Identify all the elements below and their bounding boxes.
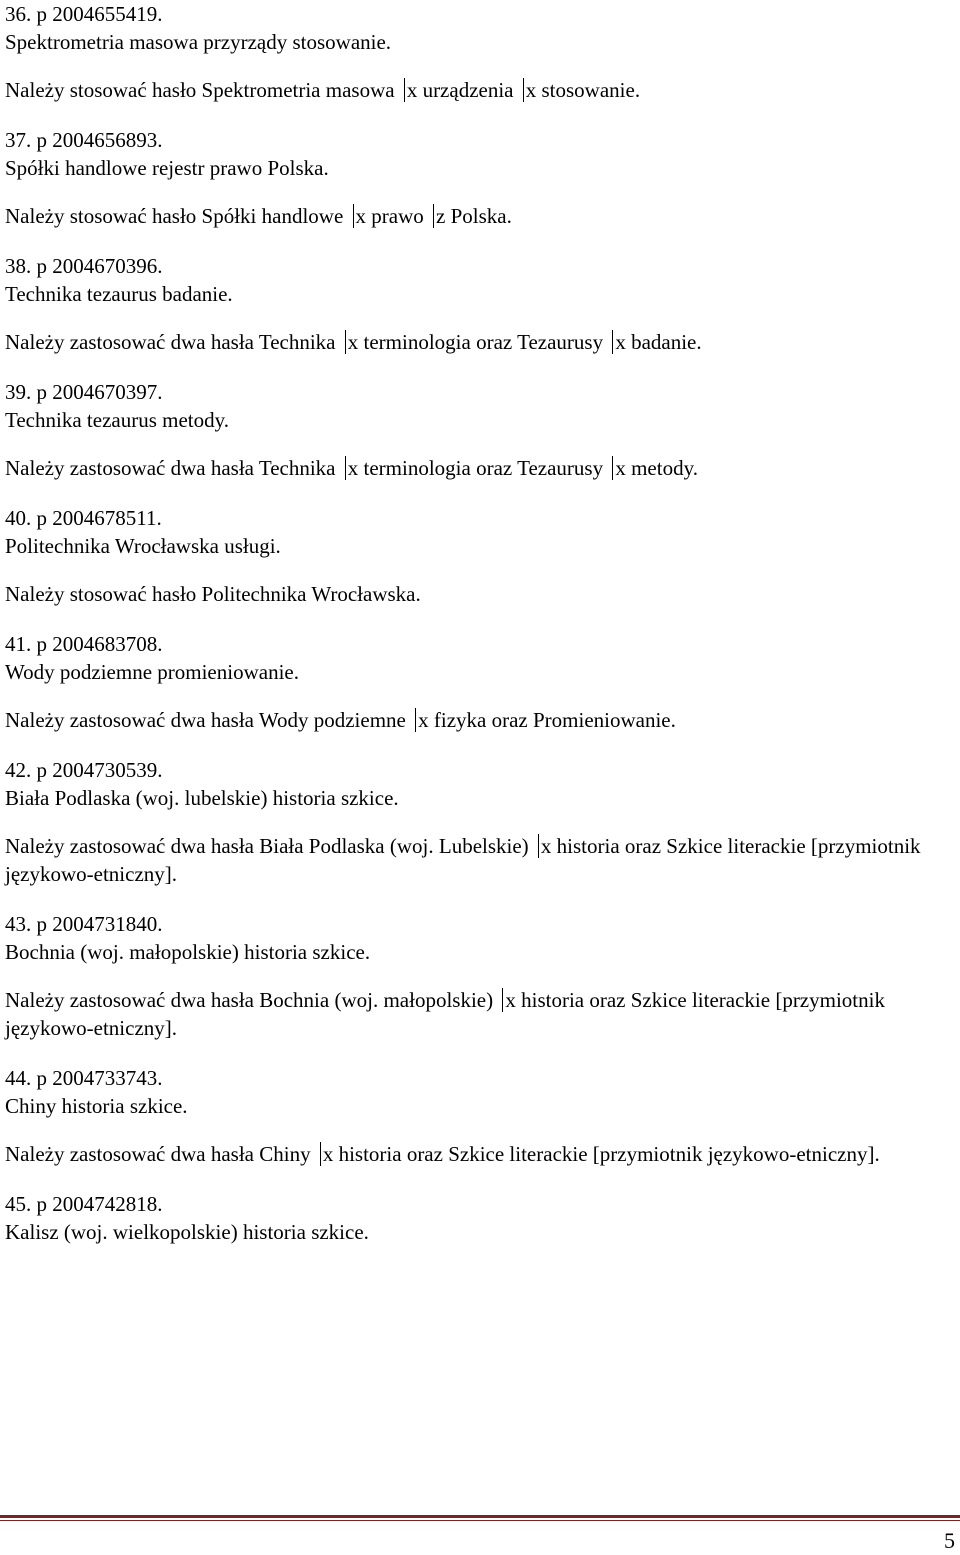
entry-note: [5, 580, 955, 608]
note-segment: x stosowanie.: [525, 78, 641, 102]
entry-number: 39. p 2004670397.: [5, 380, 163, 404]
entry-note: [5, 706, 955, 734]
entry-note: [5, 986, 955, 1042]
entry-header: [5, 1190, 955, 1246]
entry-number: 38. p 2004670396.: [5, 254, 163, 278]
entry-note: [5, 328, 955, 356]
note-segment: x urządzenia: [406, 78, 519, 102]
catalog-entry: [5, 252, 955, 356]
note-segment: Należy zastosować dwa hasła Technika: [5, 456, 341, 480]
entry-subject: Politechnika Wrocławska usługi.: [5, 534, 281, 558]
footer-rule-thick: [0, 1515, 960, 1518]
entry-number: 41. p 2004683708.: [5, 632, 163, 656]
subdivision-separator: [523, 78, 524, 102]
entry-header: [5, 378, 955, 434]
entry-subject: Kalisz (woj. wielkopolskie) historia szkice.: [5, 1220, 369, 1244]
entry-note: [5, 832, 955, 888]
note-segment: x historia oraz Szkice literackie [przymiotnik językowo-etniczny].: [5, 834, 921, 886]
entry-subject: Biała Podlaska (woj. lubelskie) historia szkice.: [5, 786, 399, 810]
subdivision-separator: [353, 204, 354, 228]
catalog-entry: [5, 378, 955, 482]
note-segment: Należy zastosować dwa hasła Biała Podlaska (woj. Lubelskie): [5, 834, 534, 858]
catalog-entry: [5, 910, 955, 1042]
entry-number: 43. p 2004731840.: [5, 912, 163, 936]
entry-subject: Technika tezaurus badanie.: [5, 282, 233, 306]
subdivision-separator: [345, 456, 346, 480]
entry-subject: Spółki handlowe rejestr prawo Polska.: [5, 156, 329, 180]
note-segment: x terminologia oraz Tezaurusy: [347, 456, 609, 480]
note-segment: Należy zastosować dwa hasła Wody podziemne: [5, 708, 412, 732]
entry-header: [5, 126, 955, 182]
note-segment: Należy zastosować dwa hasła Bochnia (woj. małopolskie): [5, 988, 499, 1012]
note-segment: Należy zastosować dwa hasła Technika: [5, 330, 341, 354]
entry-number: 40. p 2004678511.: [5, 506, 162, 530]
entry-header: [5, 756, 955, 812]
entry-subject: Wody podziemne promieniowanie.: [5, 660, 299, 684]
note-segment: z Polska.: [436, 204, 512, 228]
entry-subject: Bochnia (woj. małopolskie) historia szkice.: [5, 940, 371, 964]
note-segment: Należy stosować hasło Spektrometria masowa: [5, 78, 400, 102]
catalog-entry: [5, 1190, 955, 1246]
subdivision-separator: [404, 78, 405, 102]
note-segment: Należy zastosować dwa hasła Chiny: [5, 1142, 316, 1166]
entry-header: [5, 252, 955, 308]
note-segment: Należy stosować hasło Politechnika Wrocławska.: [5, 582, 421, 606]
note-segment: x terminologia oraz Tezaurusy: [347, 330, 609, 354]
catalog-entry: [5, 0, 955, 104]
footer-rule-thin: [0, 1520, 960, 1521]
note-segment: x historia oraz Szkice literackie [przymiotnik językowo-etniczny].: [5, 988, 885, 1040]
entry-header: [5, 0, 955, 56]
subdivision-separator: [320, 1142, 321, 1166]
subdivision-separator: [502, 988, 503, 1012]
subdivision-separator: [612, 330, 613, 354]
note-segment: x prawo: [355, 204, 430, 228]
entry-note: [5, 1140, 955, 1168]
entry-header: [5, 910, 955, 966]
catalog-entry: [5, 756, 955, 888]
entry-number: 37. p 2004656893.: [5, 128, 163, 152]
catalog-entry: [5, 630, 955, 734]
entry-subject: Chiny historia szkice.: [5, 1094, 188, 1118]
entry-header: [5, 504, 955, 560]
subdivision-separator: [345, 330, 346, 354]
entry-note: [5, 76, 955, 104]
subdivision-separator: [415, 708, 416, 732]
entry-number: 36. p 2004655419.: [5, 2, 163, 26]
note-segment: x metody.: [615, 456, 698, 480]
entry-note: [5, 202, 955, 230]
catalog-entry: [5, 126, 955, 230]
catalog-entry: [5, 504, 955, 608]
subdivision-separator: [538, 834, 539, 858]
document-body: [5, 0, 955, 1246]
entry-number: 45. p 2004742818.: [5, 1192, 163, 1216]
note-segment: Należy stosować hasło Spółki handlowe: [5, 204, 349, 228]
subdivision-separator: [612, 456, 613, 480]
note-segment: x historia oraz Szkice literackie [przymiotnik językowo-etniczny].: [322, 1142, 880, 1166]
note-segment: x fizyka oraz Promieniowanie.: [418, 708, 676, 732]
entry-header: [5, 630, 955, 686]
entry-note: [5, 454, 955, 482]
subdivision-separator: [433, 204, 434, 228]
entry-number: 42. p 2004730539.: [5, 758, 163, 782]
entry-number: 44. p 2004733743.: [5, 1066, 163, 1090]
page-number: 5: [944, 1528, 955, 1553]
entry-subject: Spektrometria masowa przyrządy stosowanie.: [5, 30, 392, 54]
catalog-entry: [5, 1064, 955, 1168]
note-segment: x badanie.: [615, 330, 702, 354]
entry-subject: Technika tezaurus metody.: [5, 408, 229, 432]
entry-header: [5, 1064, 955, 1120]
